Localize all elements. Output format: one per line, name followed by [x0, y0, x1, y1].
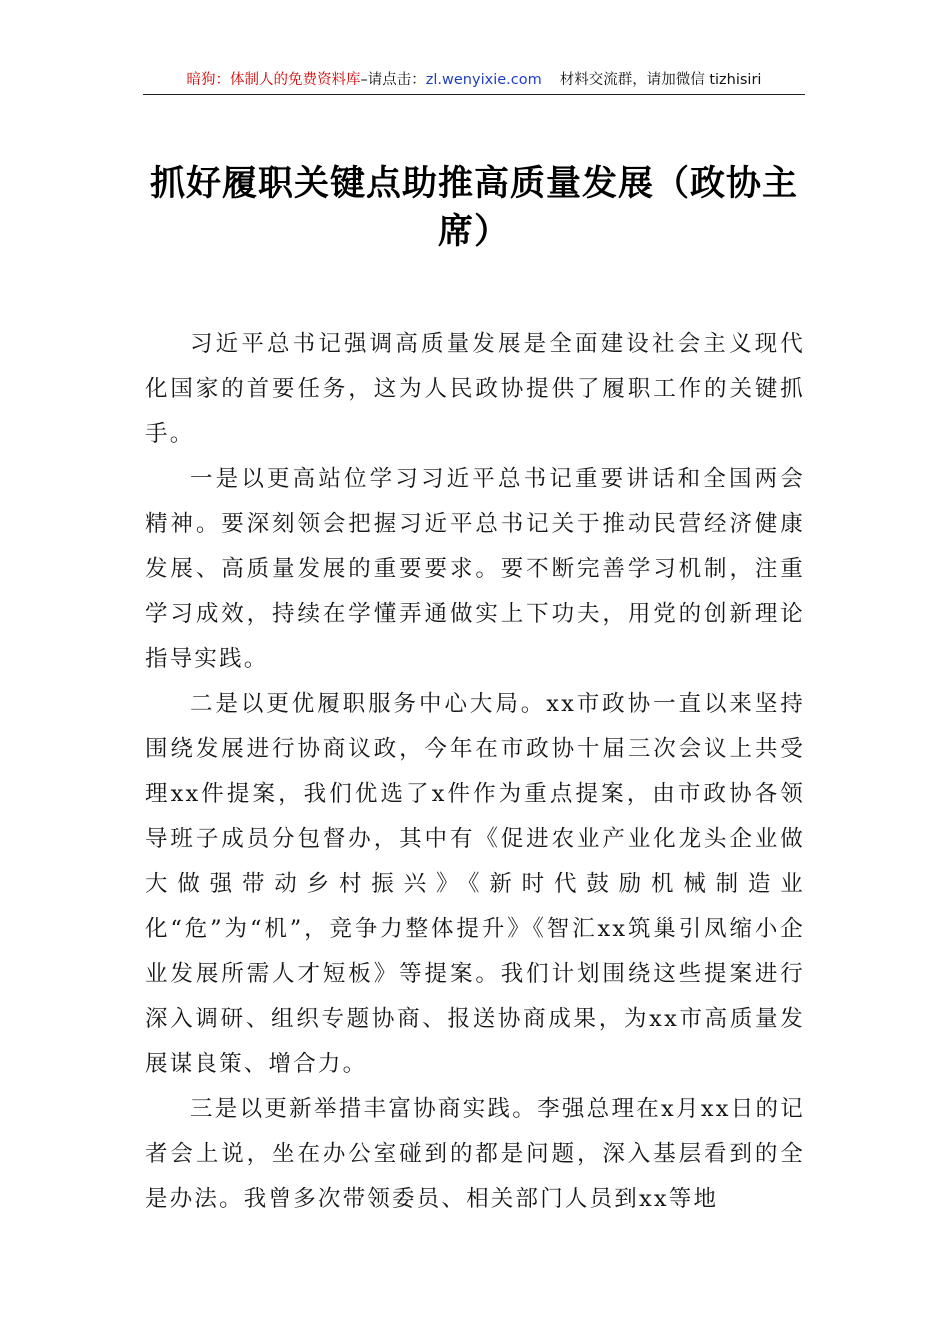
header-prompt-text: –请点击：: [360, 72, 426, 88]
document-body: [145, 322, 805, 1222]
paragraph-point-1: 一是以更高站位学习习近平总书记重要讲话和全国两会精神。要深刻领会把握习近平总书记关于推动民营经济健康发展、高质量发展的重要要求。要不断完善学习机制，注重学习成效，持续在学懂弄通做实上下功夫，用党的创新理论指导实践。: [145, 466, 805, 672]
paragraph-point-2: 二是以更优履职服务中心大局。xx市政协一直以来坚持围绕发展进行协商议政，今年在市政协十届三次会议上共受理xx件提案，我们优选了x件作为重点提案，由市政协各领导班子成员分包督办，其中有《促进农业产业化龙头企业做大做强带动乡村振兴》《新时代鼓励机械制造业化“危”为“机”，竞争力整体提升》《智汇xx筑巢引凤缩小企业发展所需人才短板》等提案。我们计划围绕这些提案进行深入调研、组织专题协商、报送协商成果，为xx市高质量发展谋良策、增合力。: [145, 691, 805, 1077]
page-header: [143, 68, 805, 95]
header-wechat-text: 材料交流群，请加微信 tizhisiri: [559, 72, 762, 88]
header-brand-text: 暗狗：体制人的免费资料库: [186, 72, 361, 88]
document-title: 抓好履职关键点助推高质量发展（政协主席）: [149, 163, 798, 252]
paragraph-intro: 习近平总书记强调高质量发展是全面建设社会主义现代化国家的首要任务，这为人民政协提供了履职工作的关键抓手。: [145, 331, 805, 447]
paragraph-point-3: 三是以更新举措丰富协商实践。李强总理在x月xx日的记者会上说，坐在办公室碰到的都是问题，深入基层看到的全是办法。我曾多次带领委员、相关部门人员到xx等地: [145, 1096, 805, 1212]
header-link[interactable]: zl.wenyixie.com: [425, 72, 542, 88]
